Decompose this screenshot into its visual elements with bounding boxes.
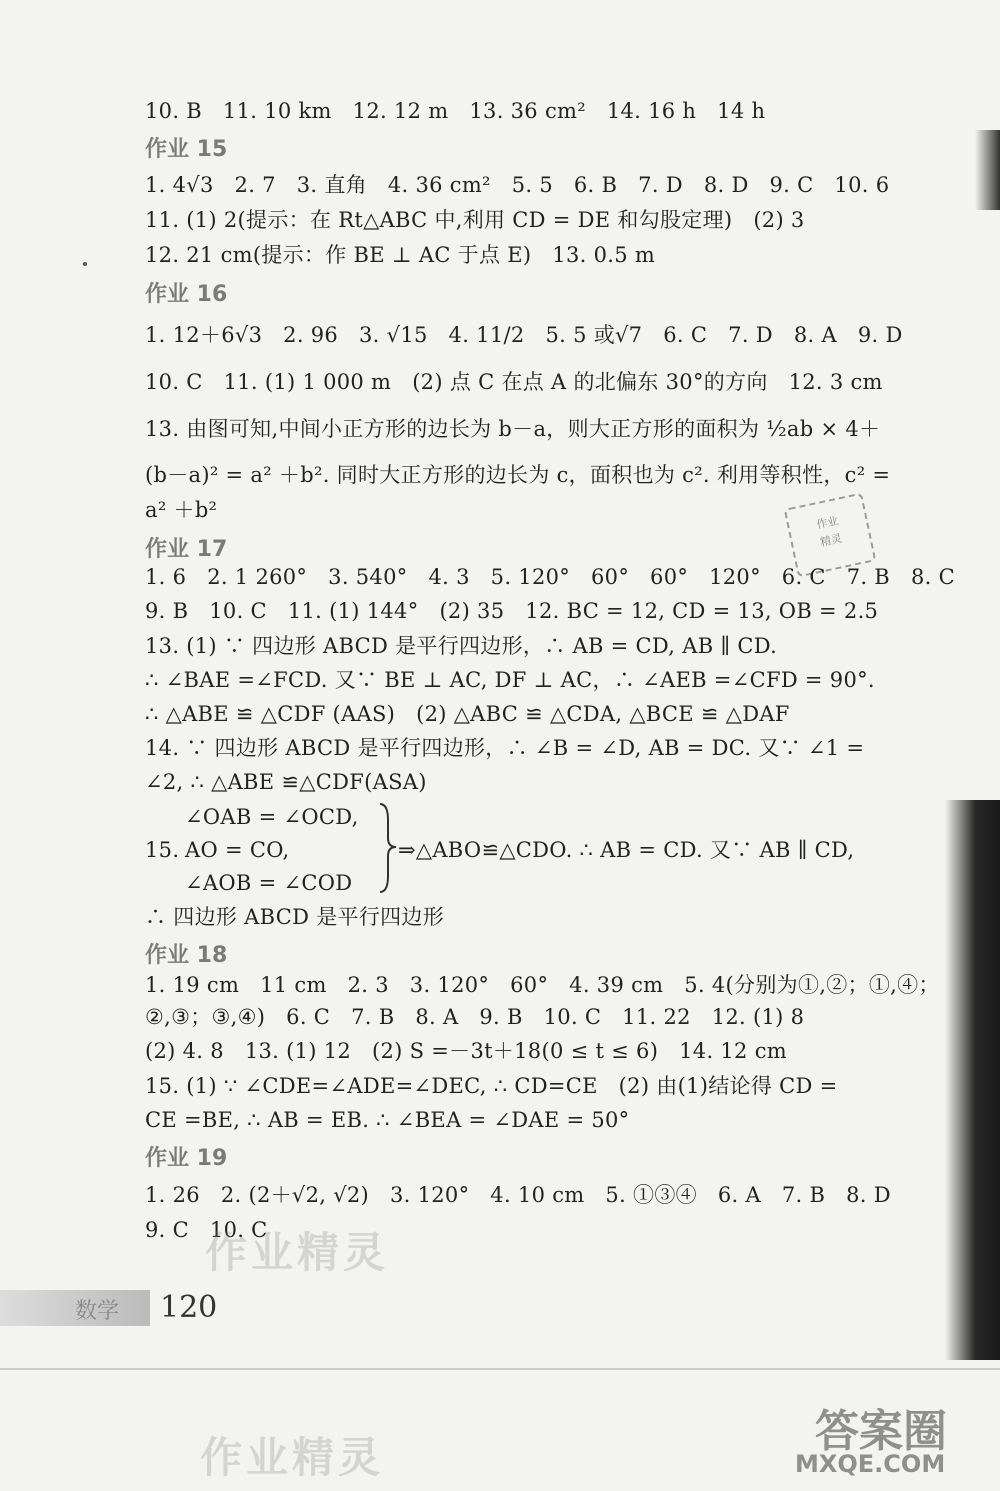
s18-line-5: CE =BE, ∴ AB = EB. ∴ ∠BEA = ∠DAE = 50°	[145, 1108, 630, 1132]
watermark-1: 作业精灵	[205, 1228, 390, 1277]
brace-row-3: ∠AOB = ∠COD	[185, 871, 353, 895]
s17-line-7: ∠2, ∴ △ABE ≌△CDF(ASA)	[145, 770, 427, 794]
s17-line-6: 14. ∵ 四边形 ABCD 是平行四边形，∴ ∠B = ∠D, AB = DC. 又∵ ∠1 =	[145, 736, 865, 760]
s18-line-4: 15. (1) ∵ ∠CDE=∠ADE=∠DEC, ∴ CD=CE (2) 由(1)结论得 CD =	[145, 1074, 838, 1098]
s15-line-1: 1. 4√3 2. 7 3. 直角 4. 36 cm² 5. 5 6. B 7. D 8. D 9. C 10. 6	[145, 173, 890, 197]
section-heading-17: 作业 17	[145, 537, 228, 562]
brace-conclusion: ⇒△ABO≌△CDO. ∴ AB = CD. 又∵ AB ∥ CD,	[398, 838, 855, 862]
site-logo: 答案圈	[815, 1406, 947, 1457]
s16-line-1: 1. 12＋6√3 2. 96 3. √15 4. 11/2 5. 5 或√7 6. C 7. D 8. A 9. D	[145, 323, 903, 347]
line-top: 10. B 11. 10 km 12. 12 m 13. 36 cm² 14. 16 h 14 h	[145, 99, 766, 123]
s17-tail: ∴ 四边形 ABCD 是平行四边形	[145, 905, 445, 929]
page-number: 120	[160, 1290, 218, 1325]
binding-shadow	[945, 800, 1000, 1360]
binding-shadow-top	[975, 130, 1000, 210]
section-heading-15: 作业 15	[145, 137, 228, 162]
s18-line-2: ②,③；③,④) 6. C 7. B 8. A 9. B 10. C 11. 22 12. (1) 8	[145, 1005, 805, 1029]
s19-line-2: 9. C 10. C	[145, 1218, 268, 1242]
s16-line-4: (b－a)² = a² ＋b². 同时大正方形的边长为 c，面积也为 c². 利用等积性，c² =	[145, 463, 891, 487]
s17-line-4: ∴ ∠BAE =∠FCD. 又∵ BE ⊥ AC, DF ⊥ AC，∴ ∠AEB =∠CFD = 90°.	[145, 668, 875, 692]
brace-prefix: 15.	[145, 838, 180, 862]
s17-line-1: 1. 6 2. 1 260° 3. 540° 4. 3 5. 120° 60° 60° 120° 6. C 7. B 8. C	[145, 565, 955, 589]
s19-line-1: 1. 26 2. (2＋√2, √2) 3. 120° 4. 10 cm 5. ①③④ 6. A 7. B 8. D	[145, 1183, 891, 1207]
s15-line-3: 12. 21 cm(提示：作 BE ⊥ AC 于点 E) 13. 0.5 m	[145, 243, 656, 267]
footer-subject: 数学	[75, 1299, 120, 1324]
s16-line-3: 13. 由图可知,中间小正方形的边长为 b－a，则大正方形的面积为 ½ab × 4＋	[145, 417, 881, 441]
stray-dot	[83, 262, 87, 266]
brace-row-2: AO = CO,	[185, 838, 290, 862]
s16-line-2: 10. C 11. (1) 1 000 m (2) 点 C 在点 A 的北偏东 30°的方向 12. 3 cm	[145, 370, 883, 394]
section-heading-16: 作业 16	[145, 282, 228, 307]
s18-line-1: 1. 19 cm 11 cm 2. 3 3. 120° 60° 4. 39 cm 5. 4(分别为①,②；①,④；	[145, 973, 940, 997]
s16-line-5: a² ＋b²	[145, 498, 218, 522]
s17-line-5: ∴ △ABE ≌ △CDF (AAS) (2) △ABC ≌ △CDA, △BCE ≌ △DAF	[145, 702, 790, 726]
right-brace	[378, 800, 398, 895]
brace-row-1: ∠OAB = ∠OCD,	[185, 805, 359, 829]
section-heading-19: 作业 19	[145, 1146, 228, 1171]
s18-line-3: (2) 4. 8 13. (1) 12 (2) S =－3t＋18(0 ≤ t ≤ 6) 14. 12 cm	[145, 1039, 787, 1063]
s17-line-2: 9. B 10. C 11. (1) 144° (2) 35 12. BC = 12, CD = 13, OB = 2.5	[145, 599, 879, 623]
s17-line-3: 13. (1) ∵ 四边形 ABCD 是平行四边形，∴ AB = CD, AB ∥ CD.	[145, 634, 778, 658]
stamp: 作业 精灵	[784, 492, 877, 577]
watermark-2: 作业精灵	[200, 1433, 385, 1482]
section-heading-18: 作业 18	[145, 943, 228, 968]
divider	[0, 1368, 1000, 1370]
site-url: MXQE.COM	[795, 1450, 946, 1478]
s15-line-2: 11. (1) 2(提示：在 Rt△ABC 中,利用 CD = DE 和勾股定理) (2) 3	[145, 208, 805, 232]
